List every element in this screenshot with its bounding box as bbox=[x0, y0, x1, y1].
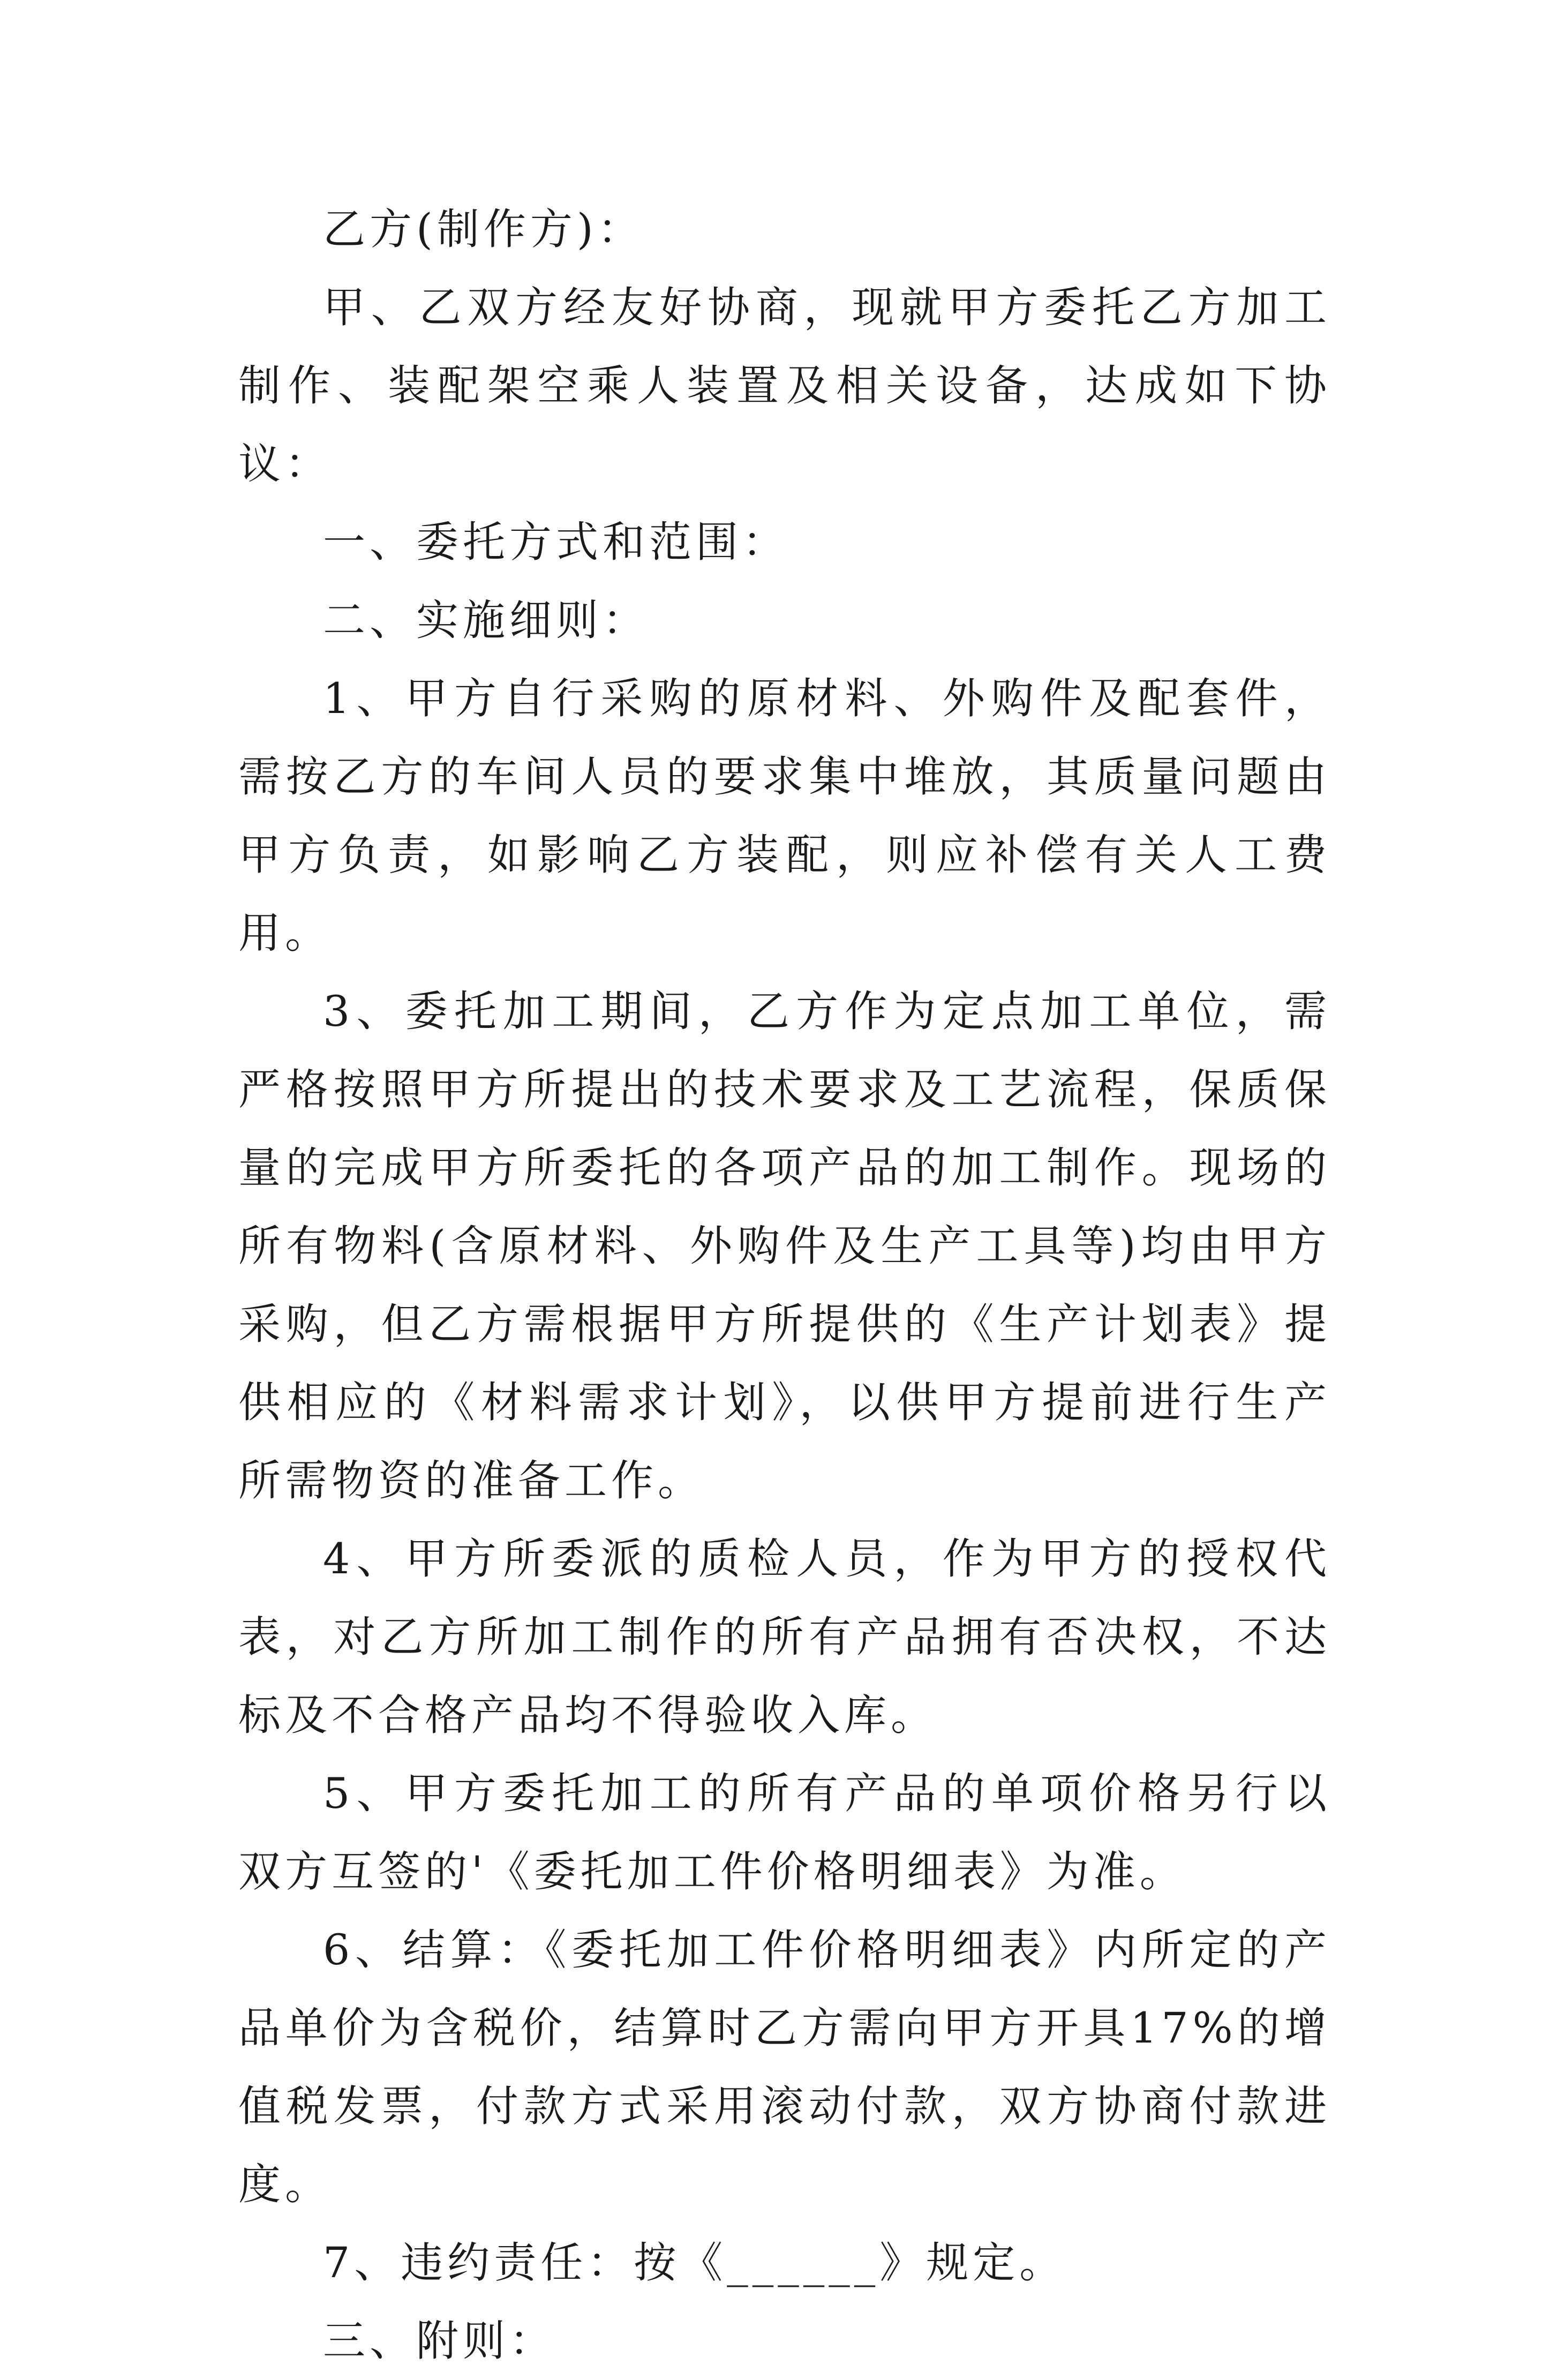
agreement-preamble: 甲、乙双方经友好协商，现就甲方委托乙方加工制作、装配架空乘人装置及相关设备，达成如下协议： bbox=[238, 283, 1331, 489]
clause-3: 3、委托加工期间，乙方作为定点加工单位，需严格按照甲方所提出的技术要求及工艺流程，保质保量的完成甲方所委托的各项产品的加工制作。现场的所有物料(含原材料、外购件及生产工具等)均由甲方采购，但乙方需根据甲方所提供的《生产计划表》提供相应的《材料需求计划》，以供甲方提前进行生产所需物资的准备工作。 bbox=[238, 987, 1331, 1505]
section-heading-scope: 一、委托方式和范围： bbox=[323, 517, 789, 567]
document-body bbox=[238, 190, 1331, 2380]
party-b-line: 乙方(制作方)： bbox=[323, 205, 644, 254]
section-heading-appendix: 三、附则： bbox=[323, 2316, 556, 2366]
clause-6: 6、结算：《委托加工件价格明细表》内所定的产品单价为含税价，结算时乙方需向甲方开具17%的增值税发票，付款方式采用滚动付款，双方协商付款进度。 bbox=[238, 1925, 1331, 2209]
clause-4: 4、甲方所委派的质检人员，作为甲方的授权代表，对乙方所加工制作的所有产品拥有否决权，不达标及不合格产品均不得验收入库。 bbox=[238, 1534, 1331, 1740]
clause-1: 1、甲方自行采购的原材料、外购件及配套件，需按乙方的车间人员的要求集中堆放，其质量问题由甲方负责，如影响乙方装配，则应补偿有关人工费用。 bbox=[238, 674, 1331, 958]
clause-5: 5、甲方委托加工的所有产品的单项价格另行以双方互签的'《委托加工件价格明细表》为准。 bbox=[238, 1769, 1331, 1896]
section-heading-rules: 二、实施细则： bbox=[323, 596, 649, 645]
clause-7: 7、违约责任：按《______》规定。 bbox=[323, 2238, 1066, 2287]
